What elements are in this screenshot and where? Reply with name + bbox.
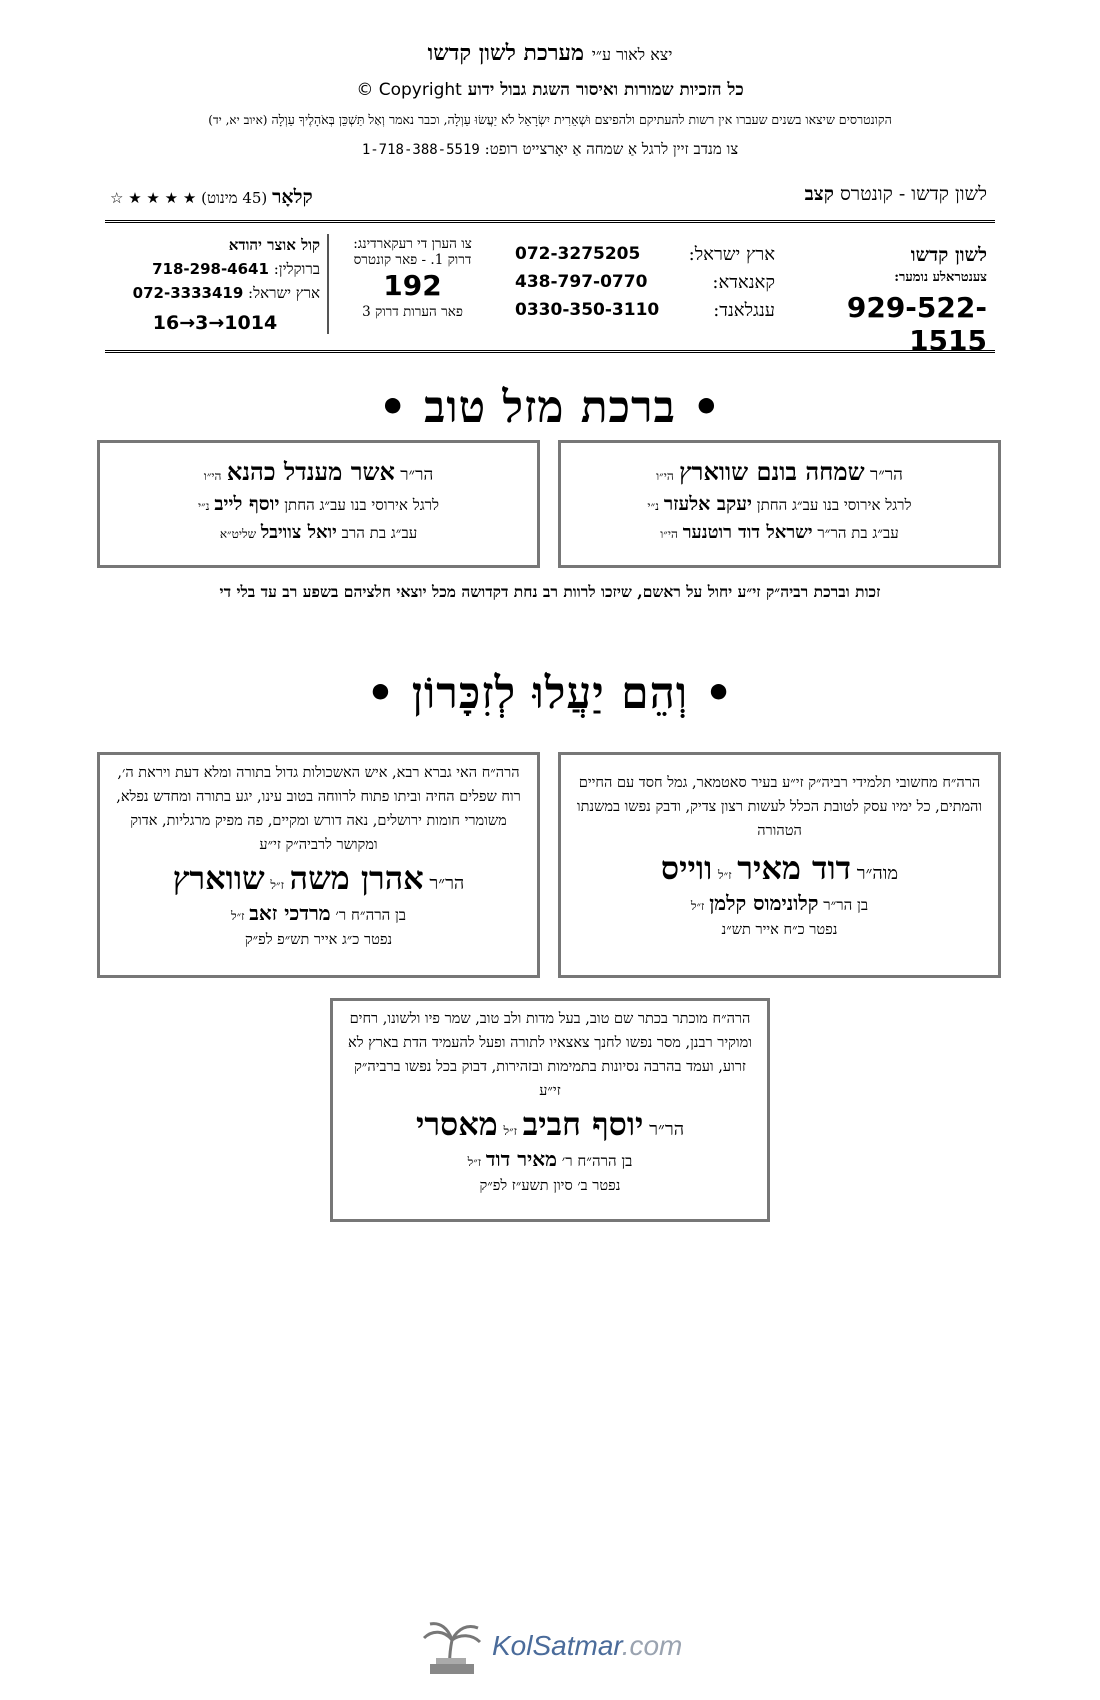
- logo-suffix: .com: [621, 1630, 683, 1661]
- kol-brooklyn-row: [110, 260, 320, 284]
- donor-phone: 1-718-388-5519: [361, 142, 480, 158]
- father-name: שמחה בונם שווארץ: [679, 457, 865, 486]
- father-name: קלונימוס קלמן: [709, 891, 819, 915]
- recording-line3: פאר הערות דרוק 3: [362, 304, 463, 320]
- copyright-text: כל הזכיות שמורות ואיסור השגת גבול ידוע: [467, 80, 744, 100]
- mazel-tov-box-left: [97, 440, 540, 568]
- name-suffix: הי״ו: [660, 527, 678, 541]
- memorial-description: הרה״ח האי גברא רבא, איש האשכולות גדול בתורה ומלא דעת ויראת ה׳, רוח שפלים החיה וביתו פתוח לרווחה בטוב עינו, יגע בתורה ומחדש נפלא, משומרי חומות ירושלים, נאה דורש ומקיים, פה מפיק מרגליות, אדוק ומקושר לרביה״ק זי״ע: [116, 765, 521, 853]
- bride-father-name: ישראל דוד רוטנער: [682, 522, 813, 543]
- blessing-line: זכות וברכת רביה״ק זי״ע יחול על ראשם, שיזכו לרוות רב נחת דקדושה מכל יוצאי חלציהם בשפע רב עד בלי די: [219, 582, 881, 601]
- country-label: ארץ ישראל:: [688, 244, 775, 265]
- publisher-prefix: יצא לאור ע״י: [591, 45, 673, 64]
- kolsatmar-logo[interactable]: [420, 1618, 683, 1678]
- central-phone[interactable]: 929-522-1515: [846, 291, 987, 357]
- recording-line2: דרוק 1. - פאר קונטרס: [353, 252, 472, 268]
- box-line: [100, 522, 537, 543]
- zl-suffix: ז״ל: [270, 878, 284, 892]
- ben-prefix: בן הר״ר: [823, 896, 869, 914]
- last-name: שווארץ: [172, 859, 265, 897]
- name-suffix: הי״ו: [203, 469, 222, 483]
- logo-main: KolSatmar: [492, 1630, 622, 1661]
- memorial-box-left: [97, 752, 540, 978]
- memorial-name-line: [100, 859, 537, 897]
- ben-prefix: בן הרה״ח ר׳: [335, 906, 407, 924]
- central-number-block: [787, 244, 987, 357]
- notice-ref: (איוב יא, יד): [208, 113, 268, 127]
- bride-prefix: עב״ג בת הרב: [341, 524, 418, 542]
- publisher-line: [0, 40, 1100, 66]
- name-prefix: הר״ר: [869, 465, 903, 485]
- name-prefix: הר״ר: [429, 873, 465, 894]
- notice-text: הקונטרסים שיצאו בשנים שעברו אין רשות להעתיקם ולהפיצם וּשְׁאֵרִית יִשְׂרָאֵל לֹא יַעֲשׂוּ עַוְלָה, וכבר נאמר וְאַל תַּשְׁכֵּן בְּאֹהָלֶיךָ עַוְלָה: [271, 112, 892, 127]
- copyright-label: Copyright ©: [356, 80, 462, 100]
- clarity-label: קלאָר: [272, 186, 313, 208]
- kol-brooklyn-label: ברוקלין:: [273, 260, 320, 278]
- death-date: נפטר כ״ח אייר תש״נ: [721, 922, 838, 938]
- rating-info: [110, 186, 313, 209]
- duration: (45 מינוט): [201, 189, 268, 207]
- star-rating: ★ ★ ★ ★ ☆: [110, 189, 197, 207]
- country-row: [515, 244, 775, 272]
- name-prefix: הר״ר: [649, 1119, 685, 1140]
- memorial-title: • וְהֵם יַעֲלוּ לְזִכָּרוֹן •: [366, 668, 734, 719]
- box-line: [100, 457, 537, 487]
- box-line: [100, 493, 537, 516]
- last-name: ווייס: [660, 849, 713, 887]
- logo-text: [492, 1630, 682, 1662]
- notice-line: [50, 112, 1050, 128]
- groom-name: יעקב אלעזר: [663, 493, 752, 515]
- central-subtitle: צענטראלע נומער:: [894, 270, 987, 285]
- ben-prefix: בן הרה״ח ר׳: [561, 1152, 633, 1170]
- band-top-rule: [105, 220, 995, 223]
- mazel-tov-box-right: [558, 440, 1001, 568]
- kol-israel-row: [110, 284, 320, 308]
- country-phone[interactable]: 438-797-0770: [515, 272, 648, 292]
- memorial-name-line: [333, 1105, 767, 1143]
- central-title: לשון קדשו: [910, 244, 987, 266]
- father-name: מרדכי זאב: [249, 901, 331, 925]
- first-name: דוד מאיר: [737, 849, 852, 887]
- box-line: [561, 522, 998, 543]
- band-divider: [327, 234, 329, 334]
- box-line: [561, 493, 998, 516]
- kol-israel-label: ארץ ישראל:: [248, 284, 320, 302]
- last-name: מאסרי: [415, 1105, 498, 1143]
- palm-tree-icon: [420, 1618, 484, 1678]
- publisher-name: מערכת לשון קדשו: [427, 40, 585, 66]
- donor-text: צו מנדב זיין לרגל אַ שמחה אַ יאָרצייט רופט:: [484, 140, 739, 158]
- bride-prefix: עב״ג בת הר״ר: [817, 524, 899, 542]
- country-phone[interactable]: 0330-350-3110: [515, 300, 660, 320]
- engagement-text: לרגל אירוסי בנו עב״ג החתן: [756, 496, 912, 514]
- recording-number: 192: [383, 269, 442, 302]
- donor-line: [0, 140, 1100, 159]
- mazel-tov-title: • ברכת מזל טוב •: [378, 382, 722, 433]
- kol-code: 16→3→1014: [152, 312, 278, 334]
- kol-otzar-block: [110, 236, 320, 334]
- name-prefix: מוה״ר: [856, 863, 899, 884]
- kol-israel-phone[interactable]: 072-3333419: [132, 284, 244, 302]
- recording-line1: צו הערן די רעקארדינג:: [353, 236, 472, 252]
- name-suffix: נ״י: [647, 499, 660, 513]
- booklet-title-bold: קצב: [804, 183, 834, 205]
- father-line: [100, 901, 537, 926]
- father-name: מאיר דוד: [485, 1147, 557, 1171]
- country-label: ענגלאנד:: [713, 300, 775, 321]
- memorial-description: הרה״ח מוכתר בכתר שם טוב, בעל מדות ולב טוב, שמר פיו ולשונו, רחים ומוקיר רבנן, מסר נפשו לחנך צאצאיו לתורה ופעל להעמיד הדת בארץ לא זרוע, ועמד בהרבה נסיונות בתמימות ובזהירות, דבוק בכל נפשו ברביה״ק זי״ע: [348, 1011, 752, 1099]
- memorial-description: הרה״ח מחשובי תלמידי רביה״ק זי״ע בעיר סאטמאר, גמל חסד עם החיים והמתים, כל ימיו עסק לטובת הכלל לעשות רצון צדיק, ודבק נפשו במשנתו הטהורה: [576, 775, 983, 839]
- bride-father-name: יואל צוויבל: [260, 522, 337, 543]
- recording-block: [335, 236, 490, 320]
- memorial-box-right: [558, 752, 1001, 978]
- death-date: נפטר כ״ג אייר תש״פ לפ״ק: [244, 932, 393, 948]
- country-phone[interactable]: 072-3275205: [515, 244, 641, 264]
- copyright-line: [0, 80, 1100, 100]
- booklet-title-text: לשון קדשו - קונטרס: [839, 183, 987, 205]
- name-suffix: שליט״א: [219, 527, 257, 541]
- death-date: נפטר ב׳ סיון תשע״ז לפ״ק: [479, 1178, 621, 1194]
- zl-suffix: ז״ל: [467, 1155, 482, 1169]
- zl-suffix: ז״ל: [230, 909, 245, 923]
- kol-title: קול אוצר יהודא: [228, 236, 320, 254]
- first-name: אהרן משה: [289, 859, 424, 897]
- kol-brooklyn-phone[interactable]: 718-298-4641: [152, 260, 269, 278]
- name-prefix: הר״ר: [400, 465, 434, 485]
- zl-suffix: ז״ל: [690, 899, 705, 913]
- father-line: [333, 1147, 767, 1172]
- name-suffix: נ״י: [197, 499, 210, 513]
- father-line: [561, 891, 998, 916]
- country-row: [515, 272, 775, 300]
- memorial-name-line: [561, 849, 998, 887]
- booklet-title: [805, 183, 987, 206]
- groom-name: יוסף לייב: [214, 493, 280, 515]
- name-suffix: הי״ו: [656, 469, 674, 483]
- country-row: [515, 300, 775, 328]
- engagement-text: לרגל אירוסי בנו עב״ג החתן: [284, 496, 440, 514]
- country-label: קאנאדא:: [712, 272, 775, 293]
- first-name: יוסף חביב: [522, 1105, 644, 1143]
- father-name: אשר מענדל כהנא: [226, 457, 395, 486]
- box-line: [561, 457, 998, 487]
- country-numbers: [515, 244, 775, 328]
- memorial-box-center: [330, 998, 770, 1222]
- zl-suffix: ז״ל: [503, 1124, 518, 1138]
- zl-suffix: ז״ל: [718, 868, 732, 882]
